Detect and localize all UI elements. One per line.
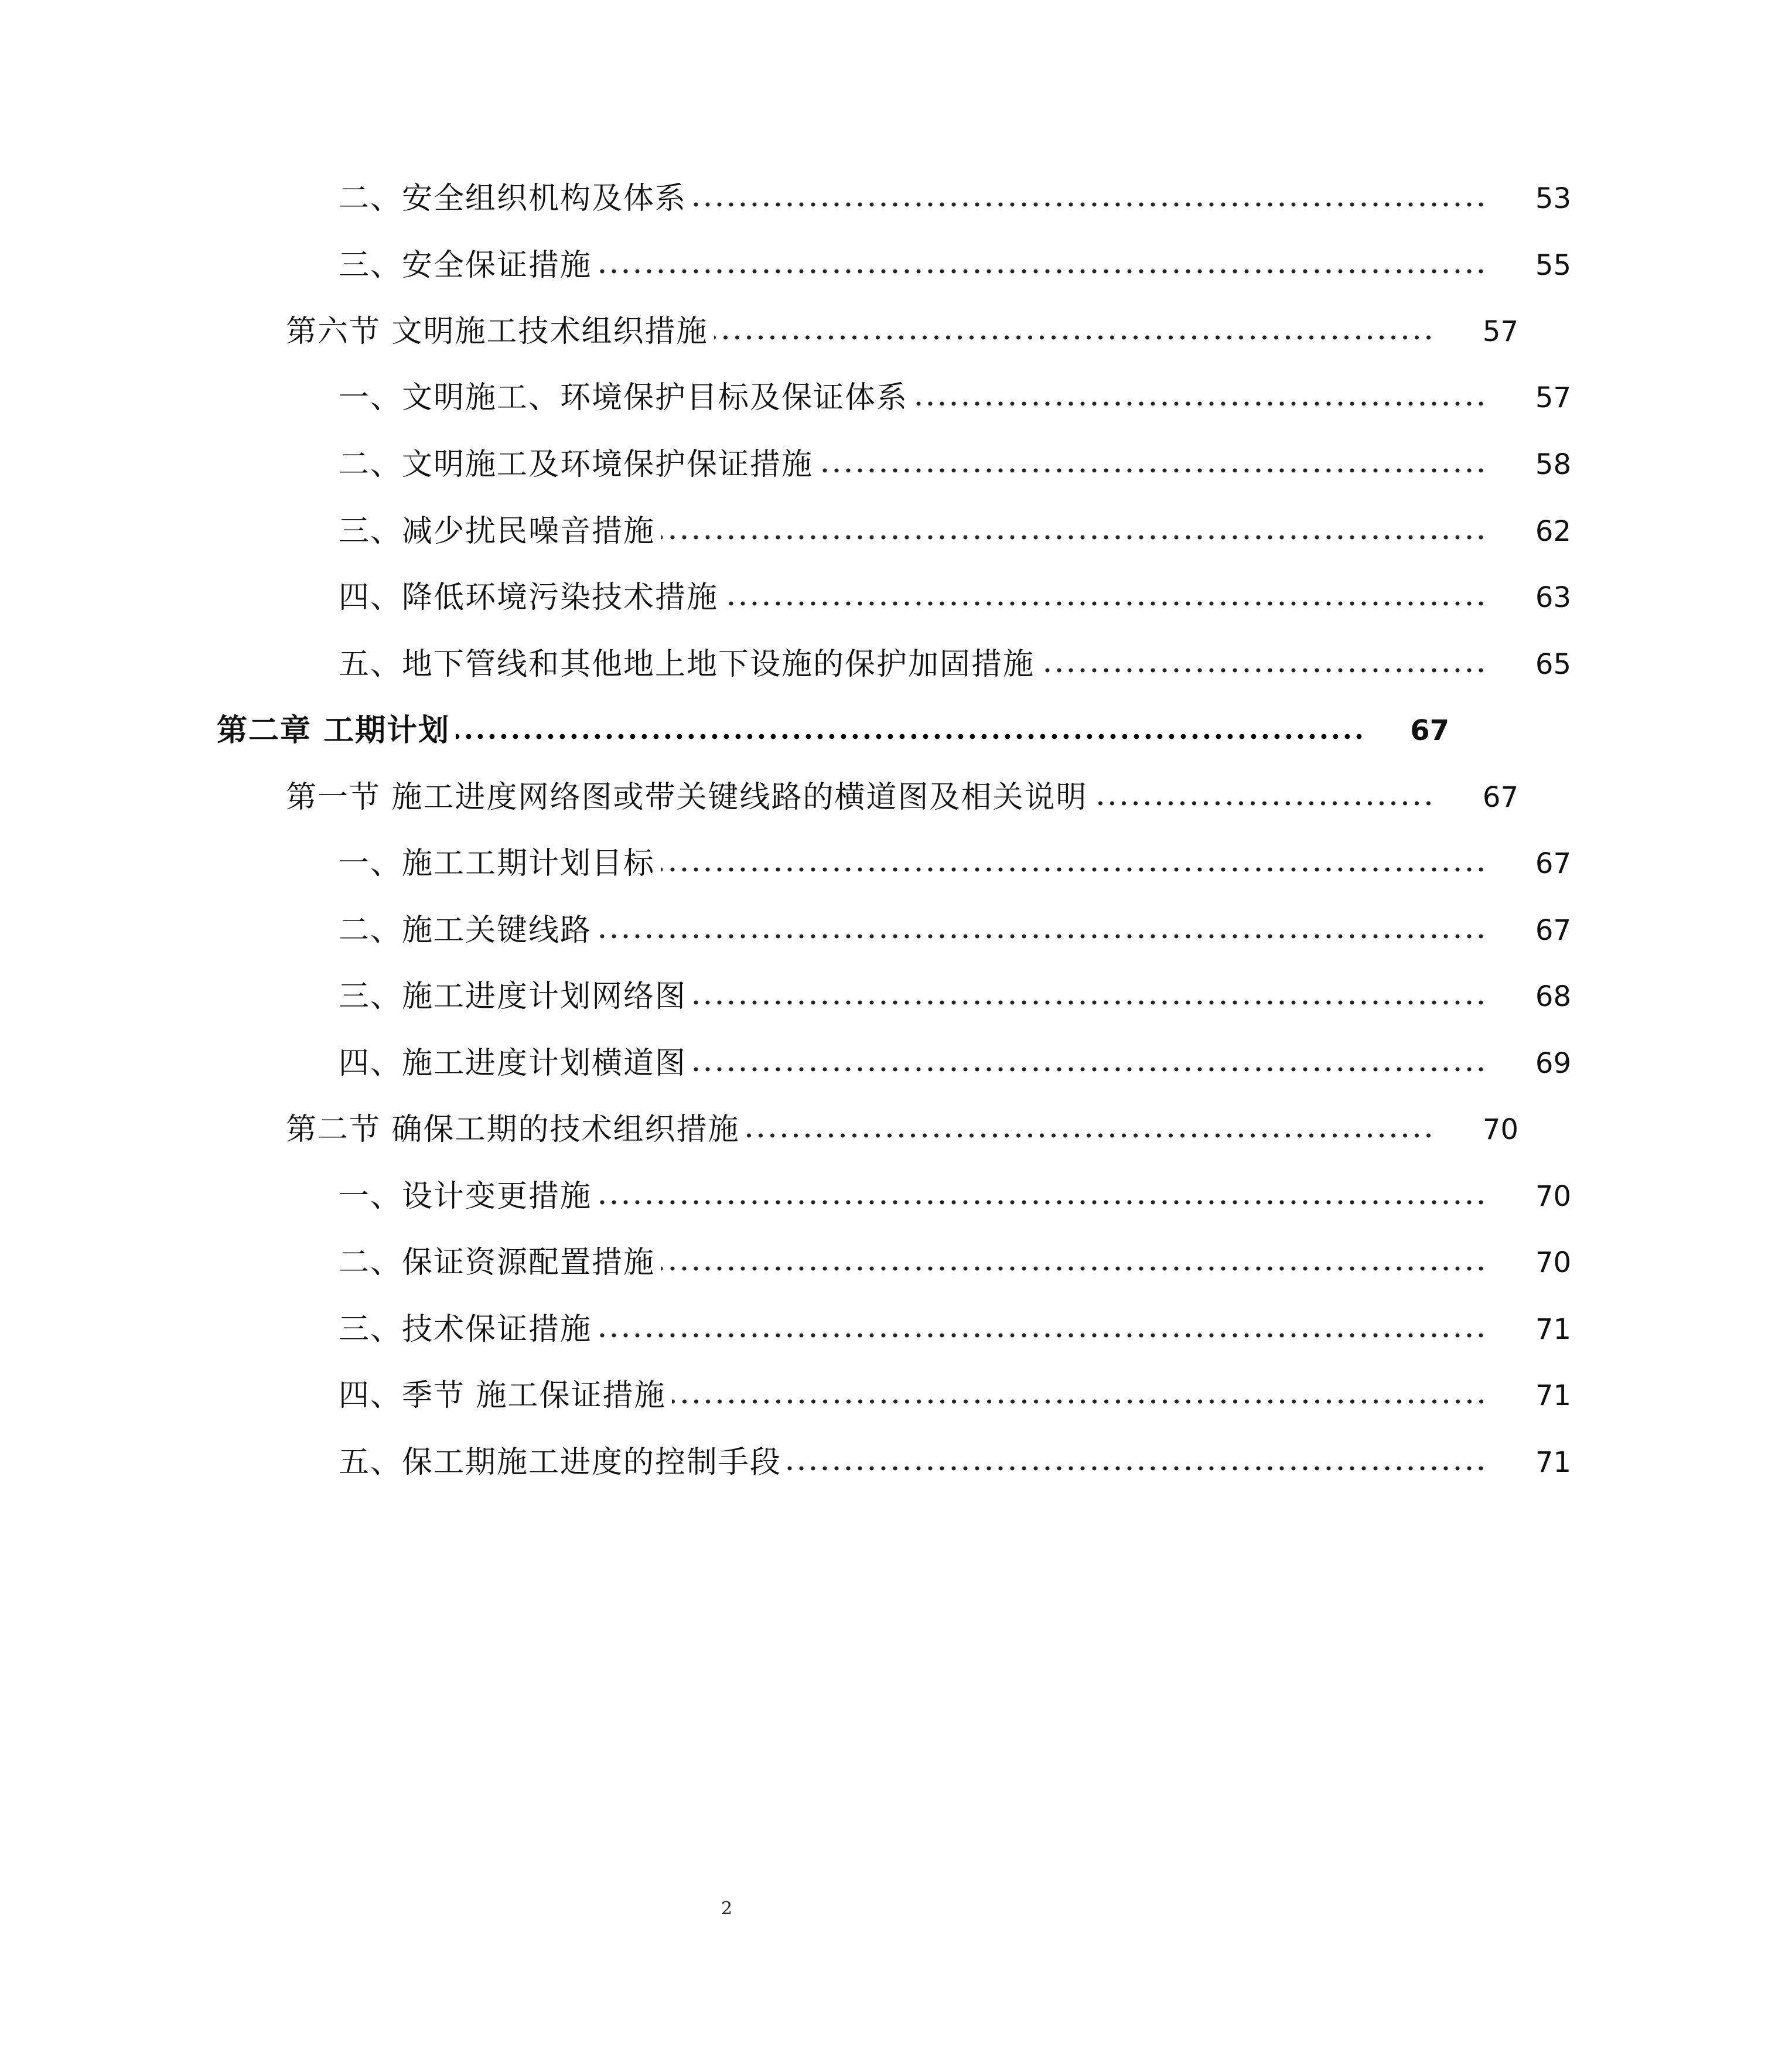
toc-entry-page: 55 — [1535, 249, 1571, 282]
dot-leader — [672, 1399, 1487, 1404]
toc-entry-page: 63 — [1535, 581, 1571, 614]
toc-entry-title: 二、文明施工及环境保护保证措施 — [339, 447, 814, 482]
toc-entry-page: 70 — [1535, 1180, 1571, 1213]
toc-entry[interactable] — [0, 904, 1792, 957]
dot-leader — [692, 1066, 1487, 1072]
toc-entry-title: 四、降低环境污染技术措施 — [339, 580, 719, 615]
toc-entry-page: 67 — [1535, 914, 1571, 947]
dot-leader — [1040, 667, 1487, 673]
toc-entry[interactable] — [0, 1369, 1792, 1422]
dot-leader — [724, 601, 1487, 606]
dot-leader — [819, 468, 1487, 473]
dot-leader — [661, 867, 1487, 872]
toc-entry-title: 三、减少扰民噪音措施 — [339, 514, 656, 549]
toc-entry-title: 第六节 文明施工技术组织措施 — [286, 314, 708, 349]
toc-entry-page: 71 — [1535, 1379, 1571, 1412]
toc-entry-page: 62 — [1535, 515, 1571, 548]
toc-entry-title: 一、施工工期计划目标 — [339, 846, 656, 881]
toc-entry[interactable] — [0, 837, 1792, 890]
dot-leader — [787, 1465, 1487, 1471]
toc-entry[interactable] — [0, 1236, 1792, 1289]
toc-entry[interactable] — [0, 172, 1792, 225]
toc-entry-page: 67 — [1410, 714, 1449, 747]
toc-entry[interactable] — [0, 438, 1792, 491]
toc-entry-page: 65 — [1535, 648, 1571, 681]
dot-leader — [598, 933, 1487, 939]
toc-entry-title: 三、安全保证措施 — [339, 248, 592, 283]
toc-entry[interactable] — [0, 1103, 1739, 1156]
dot-leader — [598, 1332, 1487, 1338]
toc-entry[interactable] — [0, 970, 1792, 1023]
toc-entry-title: 四、施工进度计划横道图 — [339, 1046, 687, 1081]
dot-leader — [1094, 800, 1434, 806]
toc-entry-title: 第二章 工期计划 — [217, 712, 450, 748]
toc-entry[interactable] — [0, 1170, 1792, 1223]
toc-entry-title: 三、施工进度计划网络图 — [339, 979, 687, 1014]
toc-entry-page: 67 — [1535, 847, 1571, 880]
dot-leader — [661, 534, 1487, 540]
toc-entry-title: 四、季节 施工保证措施 — [339, 1378, 666, 1413]
toc-entry-title: 第一节 施工进度网络图或带关键线路的横道图及相关说明 — [286, 780, 1088, 815]
toc-entry-title: 一、文明施工、环境保护目标及保证体系 — [339, 380, 909, 415]
toc-entry-title: 第二节 确保工期的技术组织措施 — [286, 1112, 740, 1147]
dot-leader — [692, 202, 1487, 207]
toc-entry-title: 二、保证资源配置措施 — [339, 1245, 656, 1280]
toc-entry-title: 二、施工关键线路 — [339, 913, 592, 948]
toc-entry-page: 53 — [1535, 182, 1571, 215]
toc-entry-page: 57 — [1482, 315, 1518, 348]
toc-entry[interactable] — [0, 305, 1739, 358]
toc-entry[interactable] — [0, 638, 1792, 691]
toc-entry-title: 三、技术保证措施 — [339, 1312, 592, 1347]
toc-chapter-entry[interactable] — [0, 704, 1670, 757]
toc-entry-title: 一、设计变更措施 — [339, 1179, 592, 1214]
toc-entry-page: 71 — [1535, 1313, 1571, 1346]
toc-entry[interactable] — [0, 505, 1792, 558]
toc-entry-page: 58 — [1535, 448, 1571, 481]
dot-leader — [661, 1266, 1487, 1271]
toc-entry[interactable] — [0, 1303, 1792, 1356]
toc-entry-page: 71 — [1535, 1446, 1571, 1479]
toc-entry[interactable] — [0, 239, 1792, 292]
dot-leader — [714, 335, 1434, 340]
toc-entry-page: 69 — [1535, 1047, 1571, 1080]
toc-entry-page: 67 — [1482, 781, 1518, 814]
toc-entry[interactable] — [0, 1037, 1792, 1090]
toc-entry[interactable] — [0, 371, 1792, 424]
toc-entry[interactable] — [0, 1436, 1792, 1489]
toc-entry-title: 五、保工期施工进度的控制手段 — [339, 1445, 782, 1480]
toc-entry[interactable] — [0, 571, 1792, 624]
page-number: 2 — [721, 1898, 733, 1919]
toc-entry-page: 70 — [1535, 1246, 1571, 1279]
dot-leader — [914, 401, 1487, 407]
dot-leader — [692, 1000, 1487, 1005]
dot-leader — [456, 734, 1365, 739]
toc-entry-title: 二、安全组织机构及体系 — [339, 181, 687, 216]
toc-entry-title: 五、地下管线和其他地上地下设施的保护加固措施 — [339, 647, 1035, 682]
toc-entry-page: 57 — [1535, 381, 1571, 414]
toc-entry-page: 68 — [1535, 980, 1571, 1013]
dot-leader — [598, 1199, 1487, 1205]
toc-entry[interactable] — [0, 771, 1739, 824]
dot-leader — [598, 268, 1487, 274]
dot-leader — [746, 1133, 1434, 1138]
toc-entry-page: 70 — [1482, 1113, 1518, 1146]
